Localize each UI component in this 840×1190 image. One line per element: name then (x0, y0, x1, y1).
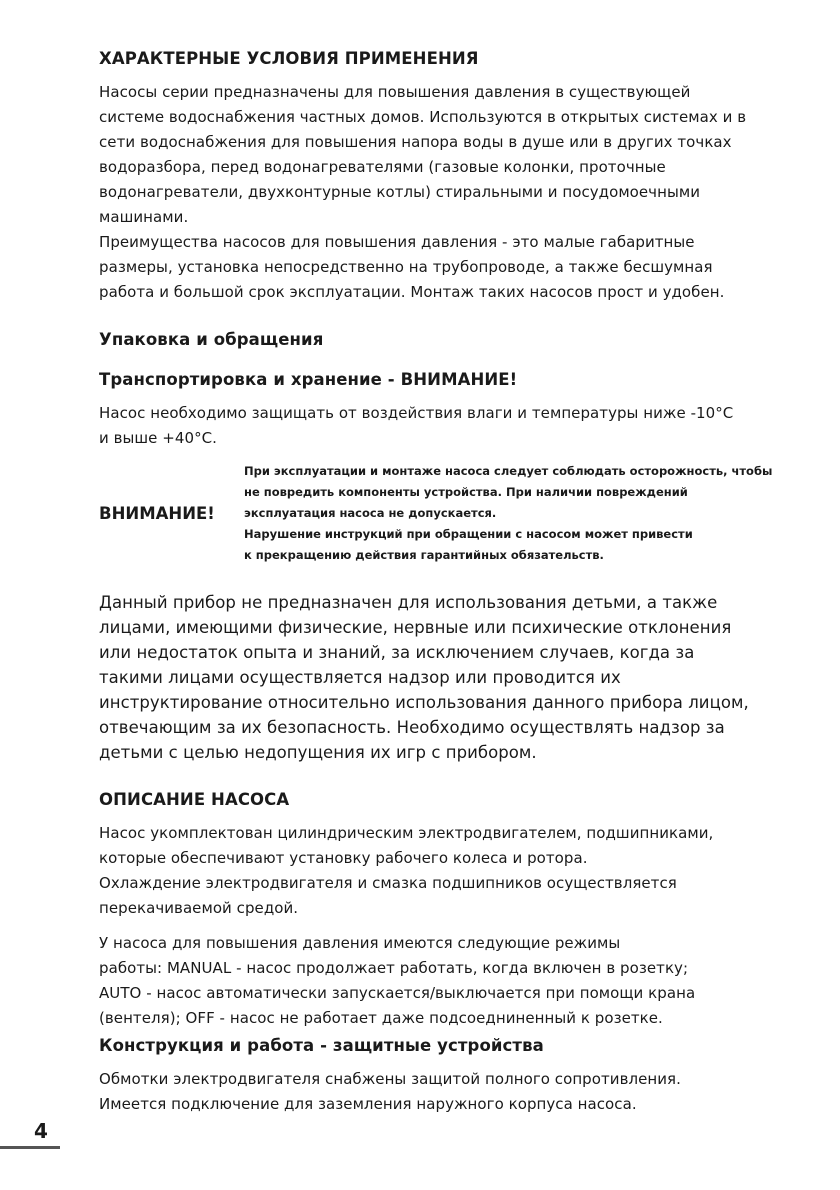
section-title-transport: Транспортировка и хранение - ВНИМАНИЕ! (99, 370, 518, 389)
section-title-construction: Конструкция и работа - защитные устройства (99, 1036, 544, 1055)
conditions-paragraph-1: Насосы серии предназначены для повышения давления в существующей системе водоснабжения частных домов. Используются в открытых системах и в сети водоснабжения для повышения напора воды в душе или в других точках водоразбора, перед водонагревателями (газовые колонки, проточные водонагреватели, двухконтурные котлы) стиральными и посудомоечными машинами. (99, 83, 747, 226)
page-number: 4 (34, 1119, 48, 1143)
section-title-conditions: ХАРАКТЕРНЫЕ УСЛОВИЯ ПРИМЕНЕНИЯ (99, 49, 479, 68)
construction-paragraph: Обмотки электродвигателя снабжены защитой полного сопротивления. Имеется подключение для заземления наружного корпуса насоса. (99, 1070, 681, 1113)
conditions-paragraph-2: Преимущества насосов для повышения давления - это малые габаритные размеры, установка непосредственно на трубопроводе, а также бесшумная работа и большой срок эксплуатации. Монтаж таких насосов прост и удобен. (99, 233, 725, 301)
warning-block (99, 461, 779, 566)
safety-notice: Данный прибор не предназначен для использования детьми, а также лицами, имеющими физические, нервные или психические отклонения или недостаток опыта и знаний, за исключением случаев, когда за такими лицами осуществляется надзор или проводится их инструктирование относительно использования данного прибора лицом, отвечающим за их безопасность. Необходимо осуществлять надзор за детьми с целью недопущения их игр с прибором. (99, 593, 749, 762)
description-paragraph-1: Насос укомплектован цилиндрическим электродвигателем, подшипниками, которые обеспечивают установку рабочего колеса и ротора. Охлаждение электродвигателя и смазка подшипников осуществляется перекачиваемой средой. (99, 824, 714, 917)
warning-text: При эксплуатации и монтаже насоса следует соблюдать осторожность, чтобы не повредить компоненты устройства. При наличии повреждений эксплуатация насоса не допускается. Нарушение инструкций при обращении с насосом может привести к прекращению действия гарантийных обязательств. (244, 464, 773, 562)
page-number-rule (0, 1146, 60, 1149)
page-content (99, 48, 779, 1117)
description-paragraph-2: У насоса для повышения давления имеются следующие режимы работы: MANUAL - насос продолжает работать, когда включен в розетку; AUTO - насос автоматически запускается/выключается при помощи крана (вентеля); OFF - насос не работает даже подсоедниненный к розетке. (99, 934, 696, 1027)
section-title-packaging: Упаковка и обращения (99, 330, 324, 349)
warning-label: ВНИМАНИЕ! (99, 504, 215, 523)
section-title-description: ОПИСАНИЕ НАСОСА (99, 790, 290, 809)
transport-paragraph: Насос необходимо защищать от воздействия влаги и температуры ниже -10°C и выше +40°C. (99, 404, 734, 447)
